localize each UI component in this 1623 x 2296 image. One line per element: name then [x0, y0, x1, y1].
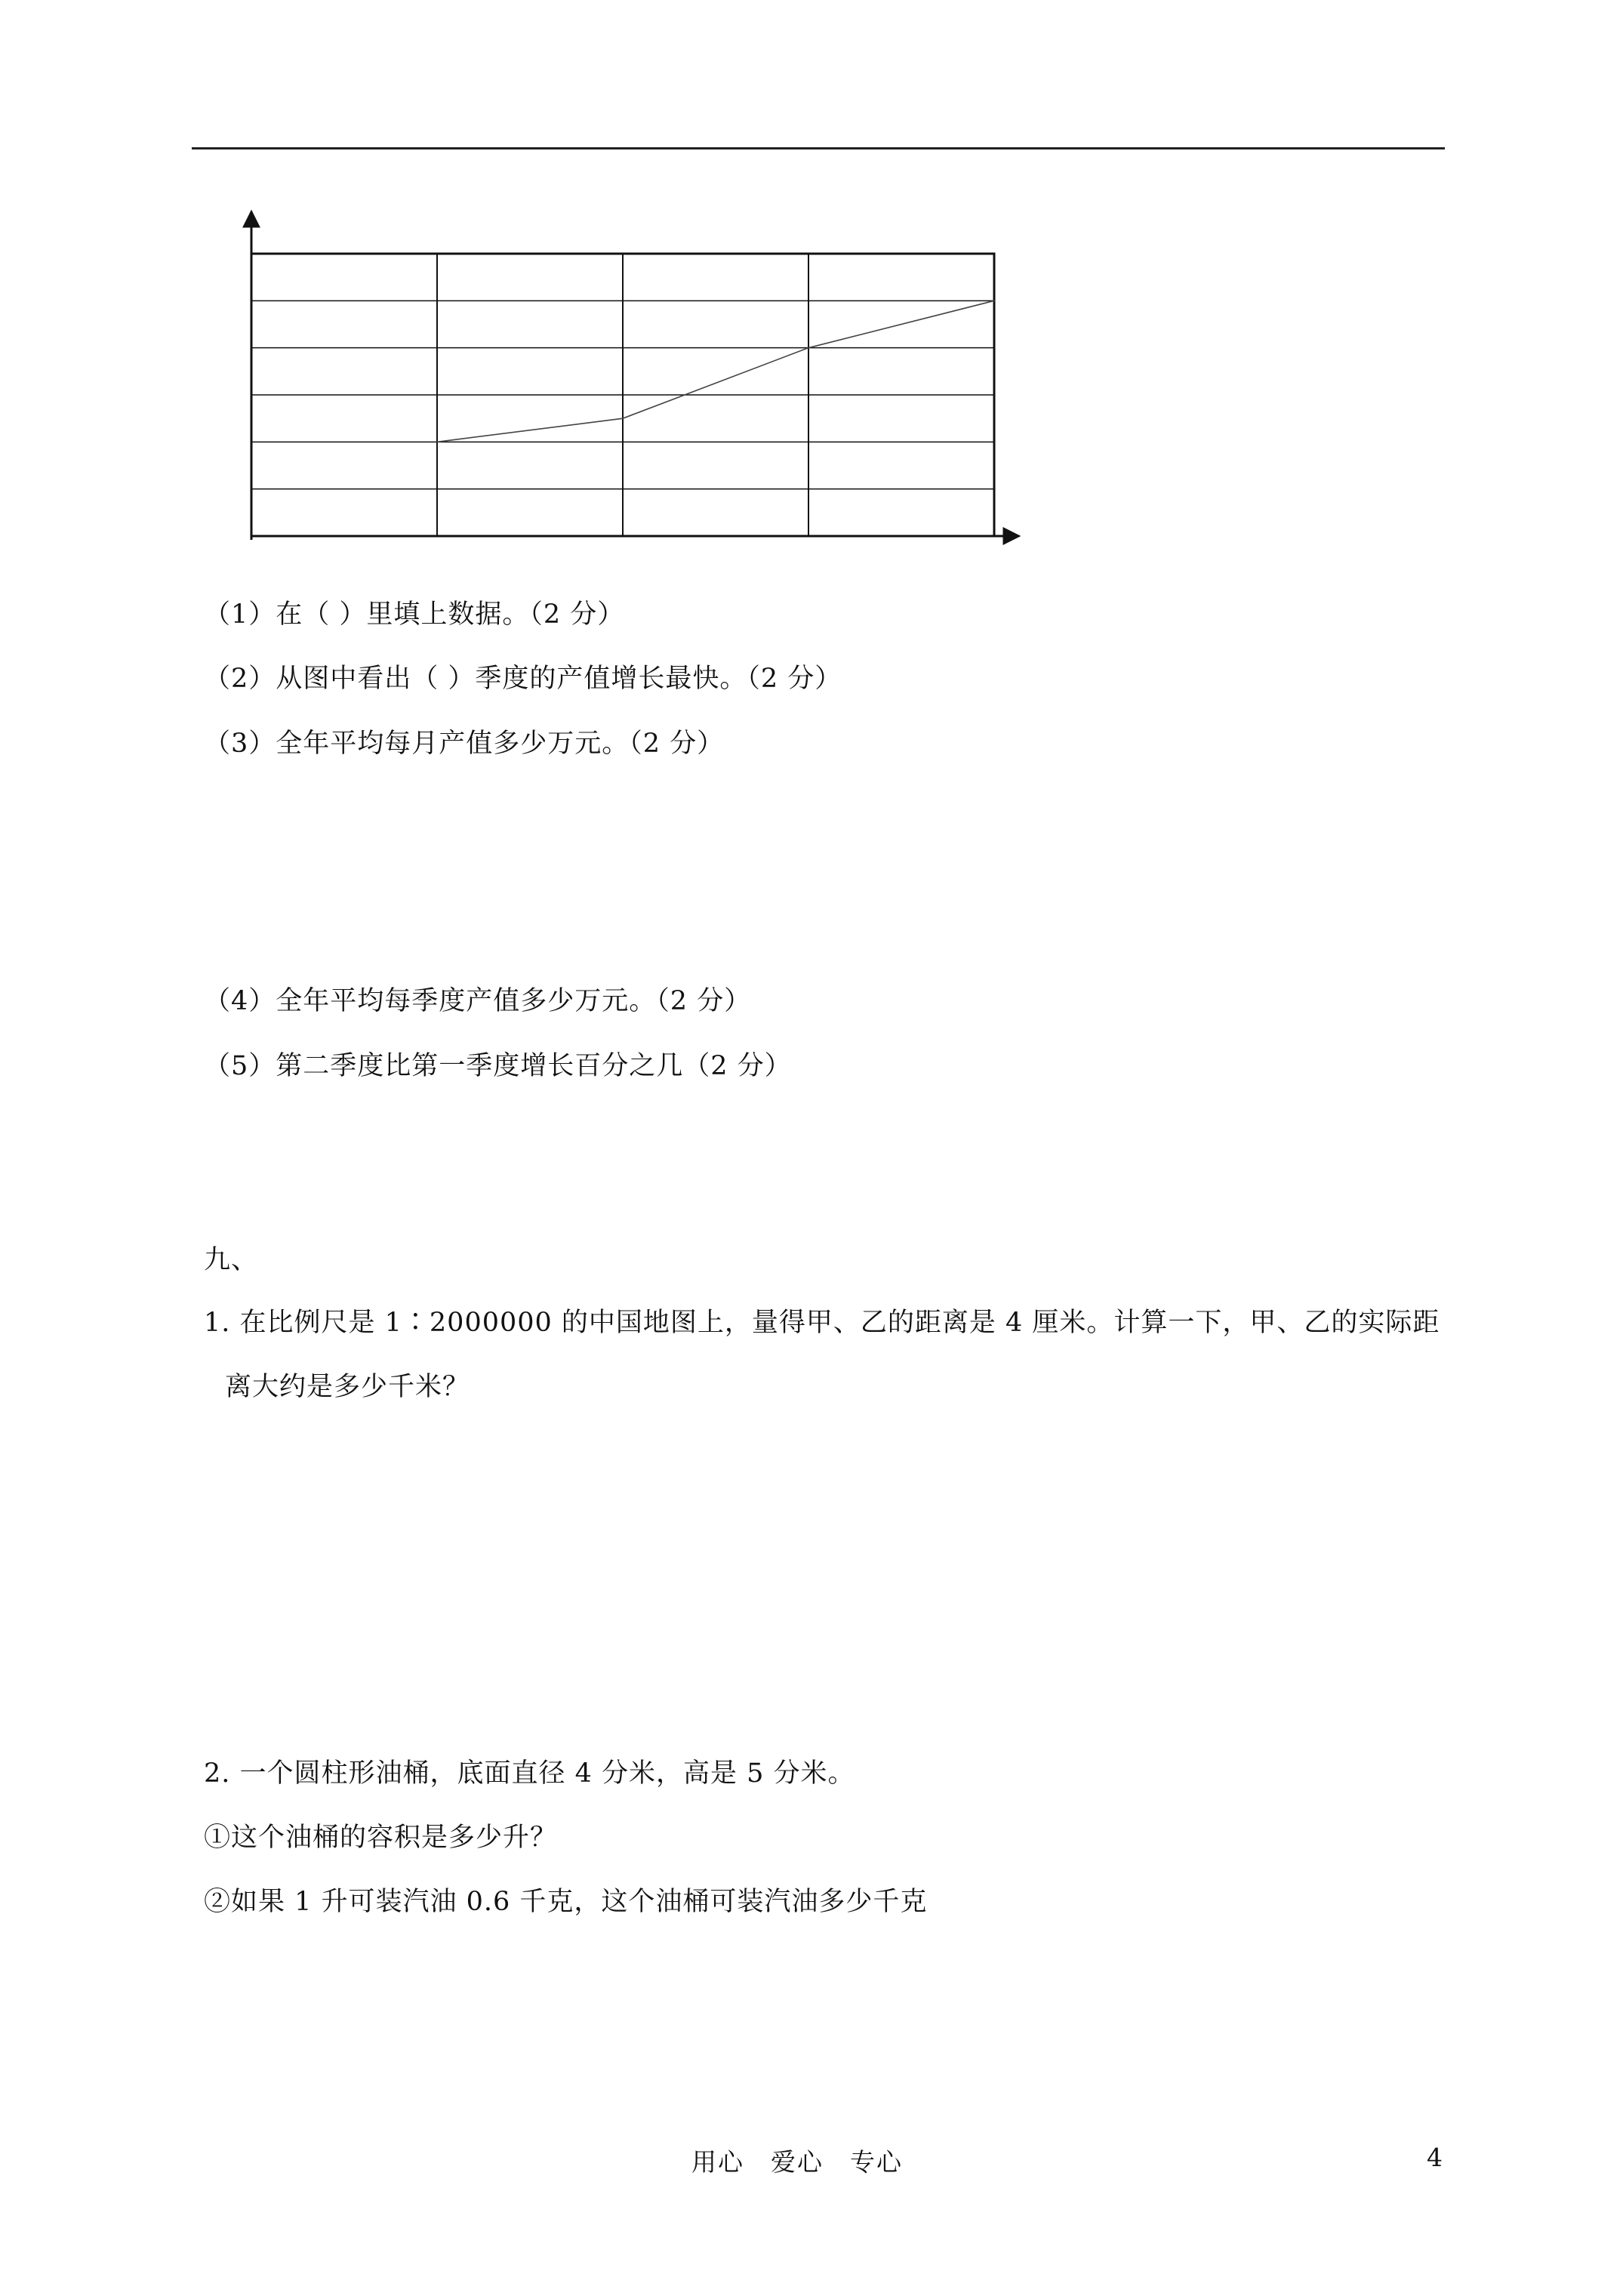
line-chart [226, 204, 1042, 559]
header-rule [192, 147, 1445, 149]
question-9-1-line2: 离大约是多少千米？ [225, 1372, 470, 1402]
question-8-4: （4）全年平均每季度产值多少万元。（2 分） [204, 986, 752, 1016]
question-8-2: （2）从图中看出（ ）季度的产值增长最快。（2 分） [204, 664, 842, 694]
data-point [808, 347, 809, 349]
chart-series [436, 300, 995, 443]
data-point [993, 300, 995, 302]
question-9-2-a: ①这个油桶的容积是多少升？ [204, 1823, 558, 1853]
footer-motto: 用心 爱心 专心 [691, 2147, 903, 2177]
question-8-1: （1）在（ ）里填上数据。（2 分） [204, 599, 625, 630]
page-number: 4 [1427, 2143, 1443, 2172]
data-point [436, 442, 438, 443]
question-9-2-b: ②如果 1 升可装汽油 0.6 千克，这个油桶可装汽油多少千克 [204, 1887, 928, 1917]
question-9-2-intro: 2. 一个圆柱形油桶，底面直径 4 分米，高是 5 分米。 [204, 1758, 855, 1789]
question-9-1-line1: 1. 在比例尺是 1∶2000000 的中国地图上，量得甲、乙的距离是 4 厘米。计算一下，甲、乙的实际距 [204, 1308, 1440, 1338]
question-8-5: （5）第二季度比第一季度增长百分之几（2 分） [204, 1051, 792, 1081]
question-8-3: （3）全年平均每月产值多少万元。（2 分） [204, 729, 725, 759]
chart-grid [251, 254, 994, 536]
data-point [622, 418, 624, 419]
section-9-heading: 九、 [204, 1245, 259, 1275]
series-line [437, 300, 994, 442]
